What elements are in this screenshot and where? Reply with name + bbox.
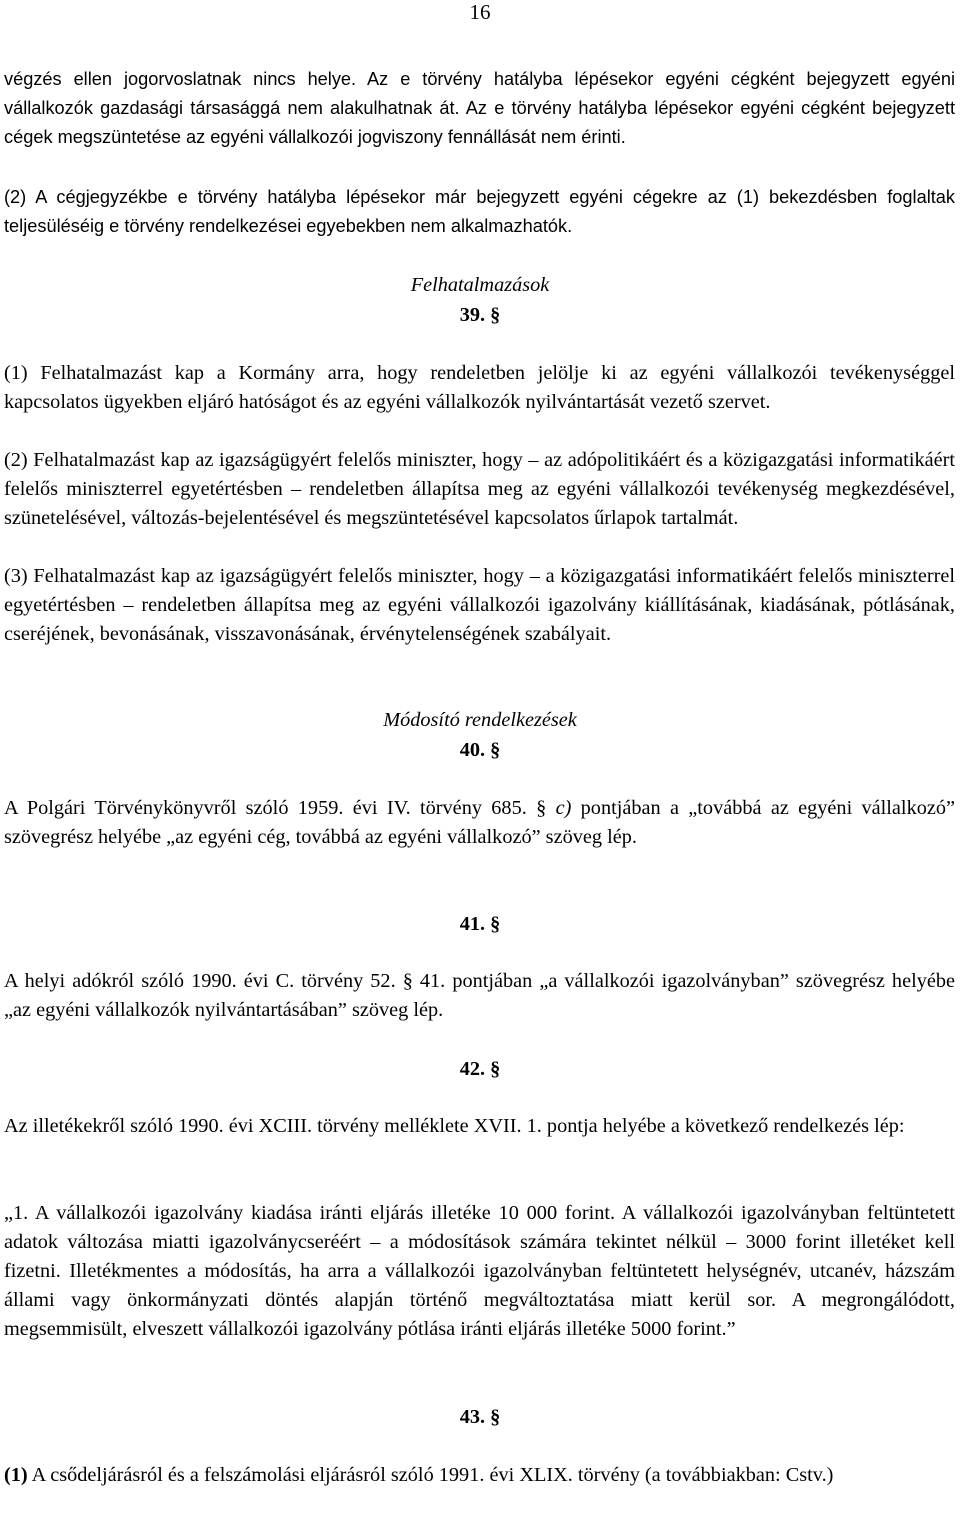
page-number: 16: [469, 0, 491, 24]
section-43-paragraph: [4, 1461, 955, 1490]
section-42-paragraph: Az illetékekről szóló 1990. évi XCIII. törvény melléklete XVII. 1. pontja helyébe a következő rendelkezés lép:: [4, 1115, 905, 1137]
section-40-point-ref: c): [555, 797, 572, 819]
section-number-40: 40. §: [459, 739, 501, 761]
section-number-39: 39. §: [459, 304, 501, 326]
section-40-paragraph: [4, 794, 955, 852]
section-40-text-a: A Polgári Törvénykönyvről szóló 1959. évi IV. törvény 685. §: [4, 797, 556, 819]
section-title-modosito: Módosító rendelkezések: [383, 709, 577, 731]
section-43-subsection-number: (1): [4, 1464, 28, 1486]
intro-paragraph-2: (2) A cégjegyzékbe e törvény hatályba lépésekor már bejegyzett egyéni cégekre az (1) bekezdésben foglaltak teljesüléséig e törvény rendelkezései egyebekben nem alkalmazhatók.: [4, 187, 955, 236]
section-39-paragraph-1: (1) Felhatalmazást kap a Kormány arra, hogy rendeletben jelölje ki az egyéni vállalkozói tevékenységgel kapcsolatos ügyekben eljáró hatóságot és az egyéni vállalkozók nyilvántartását vezető szervet.: [4, 362, 955, 413]
section-number-41: 41. §: [459, 913, 501, 935]
section-40-text-b: pontjában a „továbbá az egyéni vállalkozó” szövegrész helyébe „az egyéni cég, továbbá az egyéni vállalkozó” szöveg lép.: [4, 797, 955, 848]
section-number-42: 42. §: [459, 1058, 501, 1080]
section-42-quote: „1. A vállalkozói igazolvány kiadása iránti eljárás illetéke 10 000 forint. A vállalkozói igazolványban feltüntetett adatok változása miatti igazolványcseréért – a módosítások számára tekintet nélkül – 3000 forint illetéket kell fizetni. Illetékmentes a módosítás, ha arra a vállalkozói igazolványban feltüntetett helységnév, utcanév, házszám állami vagy önkormányzati döntés alapján történő megváltoztatása miatt kerül sor. A megrongálódott, megsemmisült, elveszett vállalkozói igazolvány pótlása iránti eljárás illetéke 5000 forint.”: [4, 1202, 955, 1340]
intro-paragraph-1: végzés ellen jogorvoslatnak nincs helye. Az e törvény hatályba lépésekor egyéni cégként bejegyzett egyéni vállalkozók gazdasági társasággá nem alakulhatnak át. Az e törvény hatályba lépésekor egyéni cégként bejegyzett cégek megszüntetése az egyéni vállalkozói jogviszony fennállását nem érinti.: [4, 69, 955, 147]
section-41-paragraph: A helyi adókról szóló 1990. évi C. törvény 52. § 41. pontjában „a vállalkozói igazolványban” szövegrész helyébe „az egyéni vállalkozók nyilvántartásában” szöveg lép.: [4, 970, 955, 1021]
section-39-paragraph-3: (3) Felhatalmazást kap az igazságügyért felelős miniszter, hogy – a közigazgatási informatikáért felelős miniszterrel egyetértésben – rendeletben állapítsa meg az egyéni vállalkozói igazolvány kiállításának, kiadásának, pótlásának, cseréjének, bevonásának, visszavonásának, érvénytelenségének szabályait.: [4, 565, 955, 645]
section-title-felhatalmazasok: Felhatalmazások: [410, 274, 550, 296]
section-39-paragraph-2: (2) Felhatalmazást kap az igazságügyért felelős miniszter, hogy – az adópolitikáért és a közigazgatási informatikáért felelős miniszterrel egyetértésben – rendeletben állapítsa meg az egyéni vállalkozói tevékenység megkezdésével, szünetelésével, változás-bejelentésével és megszüntetésével kapcsolatos űrlapok tartalmát.: [4, 449, 955, 529]
section-43-text: A csődeljárásról és a felszámolási eljárásról szóló 1991. évi XLIX. törvény (a továbbiakban: Cstv.): [27, 1464, 834, 1486]
section-number-43: 43. §: [459, 1406, 501, 1428]
